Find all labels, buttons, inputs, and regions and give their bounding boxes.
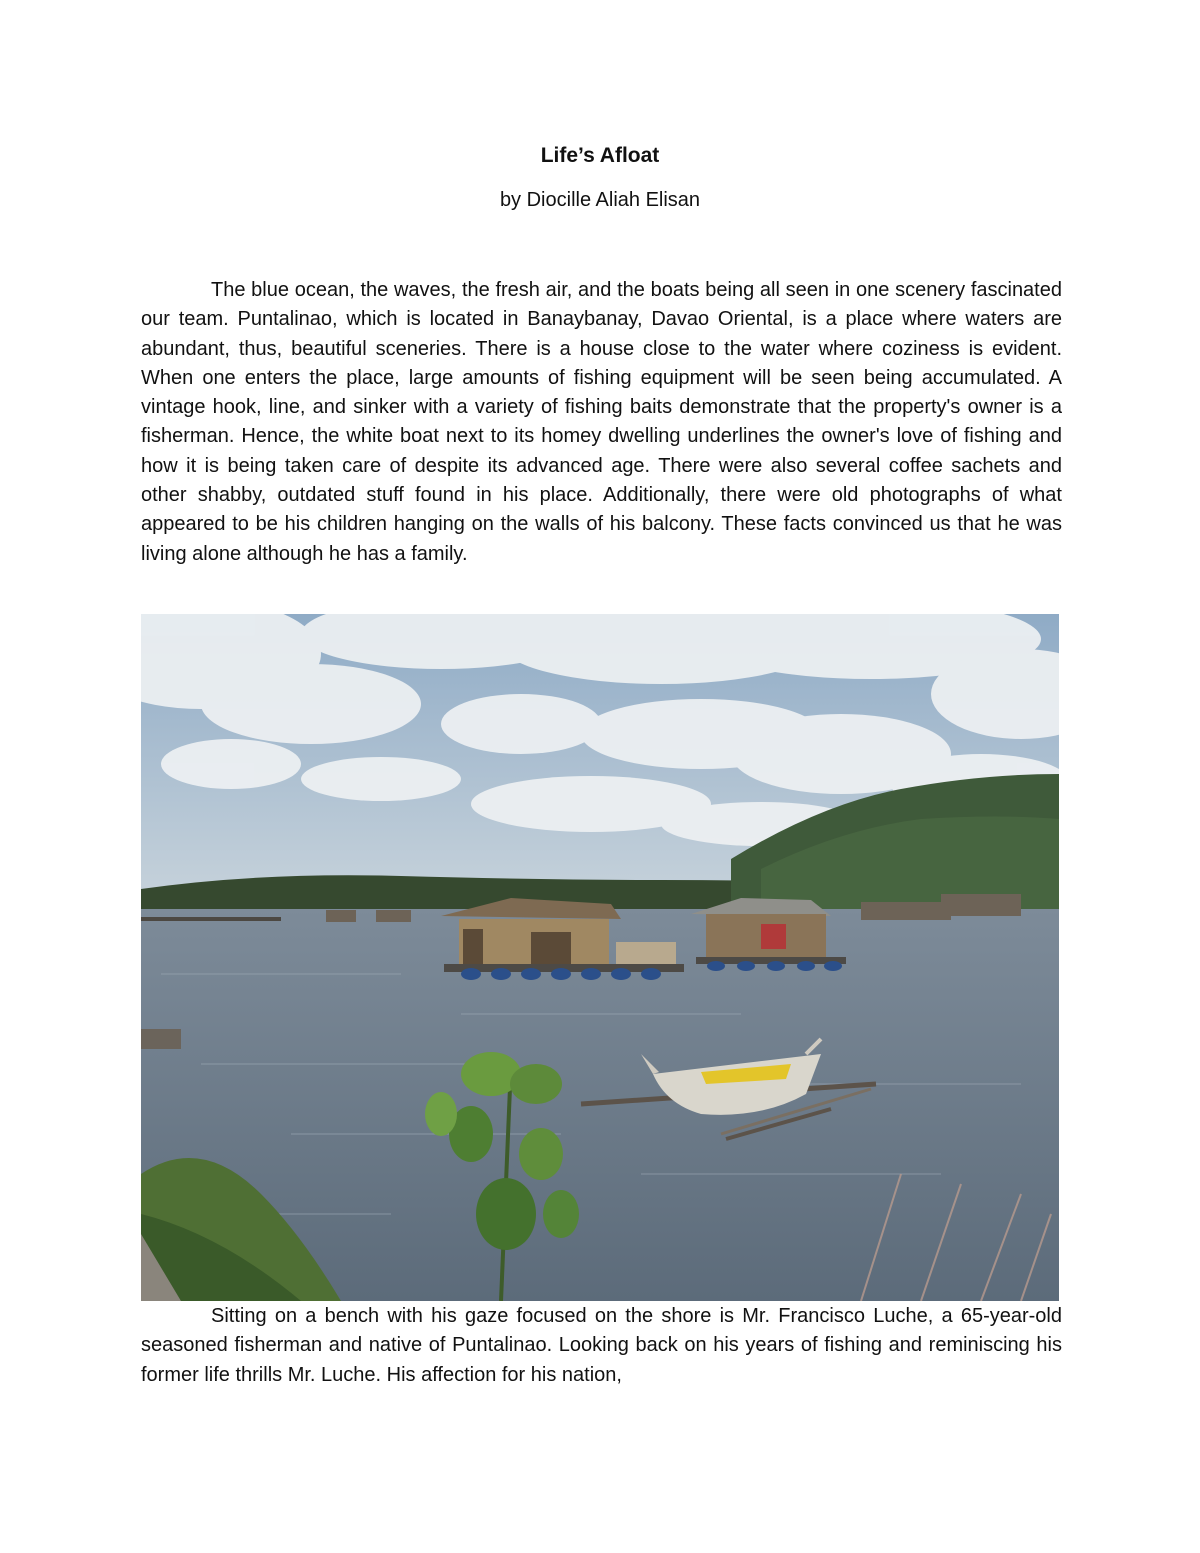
seascape-photo: [141, 614, 1059, 1301]
article-paragraph-1: The blue ocean, the waves, the fresh air, and the boats being all seen in one scenery fascinated our team. Puntalinao, which is located in Banaybanay, Davao Oriental, is a place where waters are abundant, thus, beautiful sceneries. There is a house close to the water where coziness is evident. When one enters the place, large amounts of fishing equipment will be seen being accumulated. A vintage hook, line, and sinker with a variety of fishing baits demonstrate that the property's owner is a fisherman. Hence, the white boat next to its homey dwelling underlines the owner's love of fishing and how it is being taken care of despite its advanced age. There were also several coffee sachets and other shabby, outdated stuff found in his place. Additionally, there were old photographs of what appeared to be his children hanging on the walls of his balcony. These facts convinced us that he was living alone although he has a family.: [141, 279, 1062, 565]
article-title: Life’s Afloat: [540, 144, 660, 167]
article-byline: by Diocille Aliah Elisan: [499, 189, 701, 211]
article-photo: [141, 614, 1059, 1301]
left-raft: [141, 1029, 181, 1049]
article-paragraph-2: Sitting on a bench with his gaze focused on the shore is Mr. Francisco Luche, a 65-year-old seasoned fisherman and native of Puntalinao. Looking back on his years of fishing and reminiscing his former life thrills Mr. Luche. His affection for his nation,: [141, 1305, 1062, 1386]
